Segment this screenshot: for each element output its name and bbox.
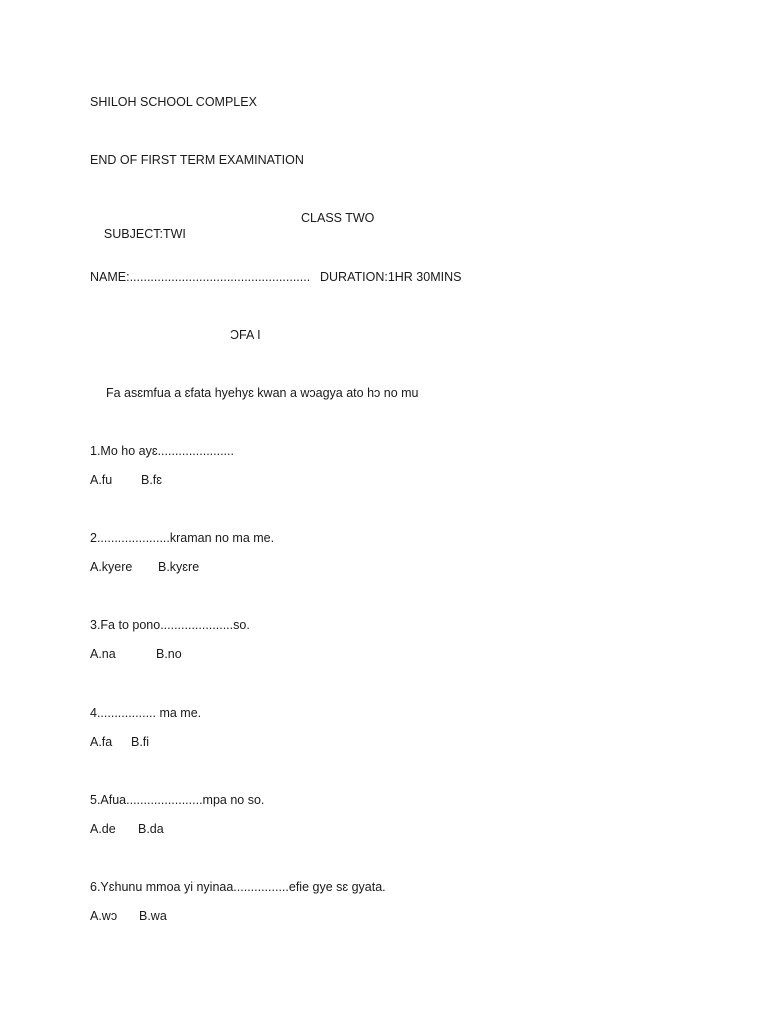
option-6b: B.wa: [139, 909, 167, 923]
option-5b: B.da: [138, 822, 164, 836]
subject-label: SUBJECT:TWI: [103, 227, 186, 241]
option-5a: A.de: [90, 822, 116, 836]
option-6a: A.wɔ: [90, 909, 118, 923]
duration-label: DURATION:1HR 30MINS: [320, 270, 462, 284]
name-field: NAME:....................................................: [90, 270, 311, 284]
question-1: 1.Mo ho ayɛ......................: [90, 444, 234, 458]
option-4a: A.fa: [90, 735, 113, 749]
option-1b: B.fɛ: [141, 473, 163, 487]
option-1a: A.fu: [90, 473, 113, 487]
option-4b: B.fi: [131, 735, 150, 749]
exam-title: END OF FIRST TERM EXAMINATION: [90, 153, 304, 167]
class-label: CLASS TWO: [301, 211, 375, 225]
subject-row: [90, 210, 186, 258]
section-title: ƆFA I: [230, 328, 261, 342]
school-name: SHILOH SCHOOL COMPLEX: [90, 95, 257, 109]
option-2b: B.kyɛre: [158, 560, 200, 574]
question-2: 2.....................kraman no ma me.: [90, 531, 275, 545]
question-6: 6.Yɛhunu mmoa yi nyinaa................efie gye sɛ gyata.: [90, 880, 386, 894]
question-5: 5.Afua......................mpa no so.: [90, 793, 265, 807]
option-3a: A.na: [90, 647, 116, 661]
option-3b: B.no: [156, 647, 182, 661]
question-4: 4................. ma me.: [90, 706, 202, 720]
question-3: 3.Fa to pono.....................so.: [90, 618, 250, 632]
option-2a: A.kyere: [90, 560, 133, 574]
section-instruction: Fa asɛmfua a ɛfata hyehyɛ kwan a wɔagya ato hɔ no mu: [106, 386, 419, 400]
